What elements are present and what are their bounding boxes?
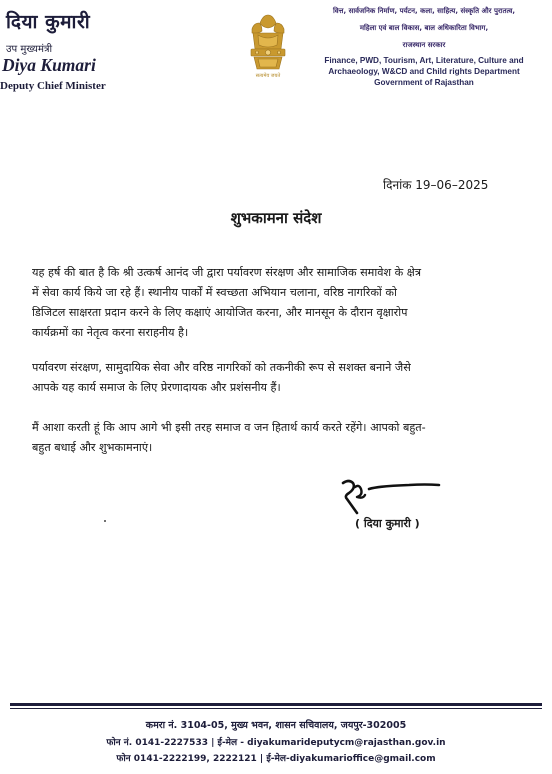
footer-divider-thin xyxy=(10,708,542,709)
paragraph-line: यह हर्ष की बात है कि श्री उत्कर्ष आनंद जी द्वारा पर्यावरण संरक्षण और सामाजिक समावेश के क्षेत्र xyxy=(32,266,421,279)
paragraph-line: डिजिटल साक्षरता प्रदान करने के लिए कक्षाएं आयोजित करना, और मानसून के दौरान वृक्षारोप xyxy=(32,306,408,319)
footer-divider xyxy=(10,703,542,706)
paragraph-line: कार्यक्रमों का नेतृत्व करना सराहनीय है। xyxy=(32,326,189,339)
paragraph-2 xyxy=(32,358,518,398)
department-hindi-line-1: वित्त, सार्वजनिक निर्माण, पर्यटन, कला, साहित्य, संस्कृति और पुरातत्व, xyxy=(332,7,516,15)
footer-contact-1: फोन नं. 0141-2227533 | ई-मेल - diyakumarideputycm@rajasthan.gov.in xyxy=(106,738,446,748)
paragraph-1 xyxy=(32,263,518,343)
paragraph-line: मैं आशा करती हूं कि आप आगे भी इसी तरह समाज व जन हितार्थ कार्य करते रहेंगे। आपको बहुत- xyxy=(32,421,426,434)
letter-date: दिनांक 19–06–2025 xyxy=(383,178,489,192)
paragraph-line: पर्यावरण संरक्षण, सामुदायिक सेवा और वरिष्ठ नागरिकों को तकनीकी रूप से सशक्त बनाने जैसे xyxy=(32,361,411,374)
department-hindi-line-3: राजस्थान सरकार xyxy=(402,41,446,49)
emblem-motto: सत्यमेव जयते xyxy=(255,73,281,79)
designation-english: Deputy Chief Minister xyxy=(0,80,106,92)
designation-hindi: उप मुख्यमंत्री xyxy=(6,44,53,55)
signatory-name: ( दिया कुमारी ) xyxy=(355,517,420,530)
minister-name-hindi: दिया कुमारी xyxy=(6,11,91,33)
department-hindi-line-2: महिला एवं बाल विकास, बाल अधिकारिता विभाग, xyxy=(359,24,489,32)
footer-address: कमरा नं. 3104-05, मुख्य भवन, शासन सचिवालय, जयपुर-302005 xyxy=(145,720,407,731)
department-english-line-3: Government of Rajasthan xyxy=(374,78,474,87)
paragraph-line: में सेवा कार्य किये जा रहे हैं। स्थानीय पार्कों में स्वच्छता अभियान चलाना, वरिष्ठ नागरिकों को xyxy=(32,286,397,299)
paragraph-3 xyxy=(32,418,518,458)
letter-heading: शुभकामना संदेश xyxy=(230,209,322,227)
department-english-line-1: Finance, PWD, Tourism, Art, Literature, Culture and xyxy=(324,56,524,65)
stray-mark xyxy=(104,520,106,522)
footer-contact-2: फोन 0141-2222199, 2222121 | ई-मेल-diyakumarioffice@gmail.com xyxy=(116,754,436,764)
handwritten-signature xyxy=(335,477,445,517)
department-english-line-2: Archaeology, W&CD and Child rights Department xyxy=(328,67,520,76)
minister-name-english: Diya Kumari xyxy=(2,55,96,75)
paragraph-line: बहुत बधाई और शुभकामनाएं। xyxy=(32,441,153,454)
paragraph-line: आपके यह कार्य समाज के लिए प्रेरणादायक और प्रशंसनीय हैं। xyxy=(32,381,281,394)
